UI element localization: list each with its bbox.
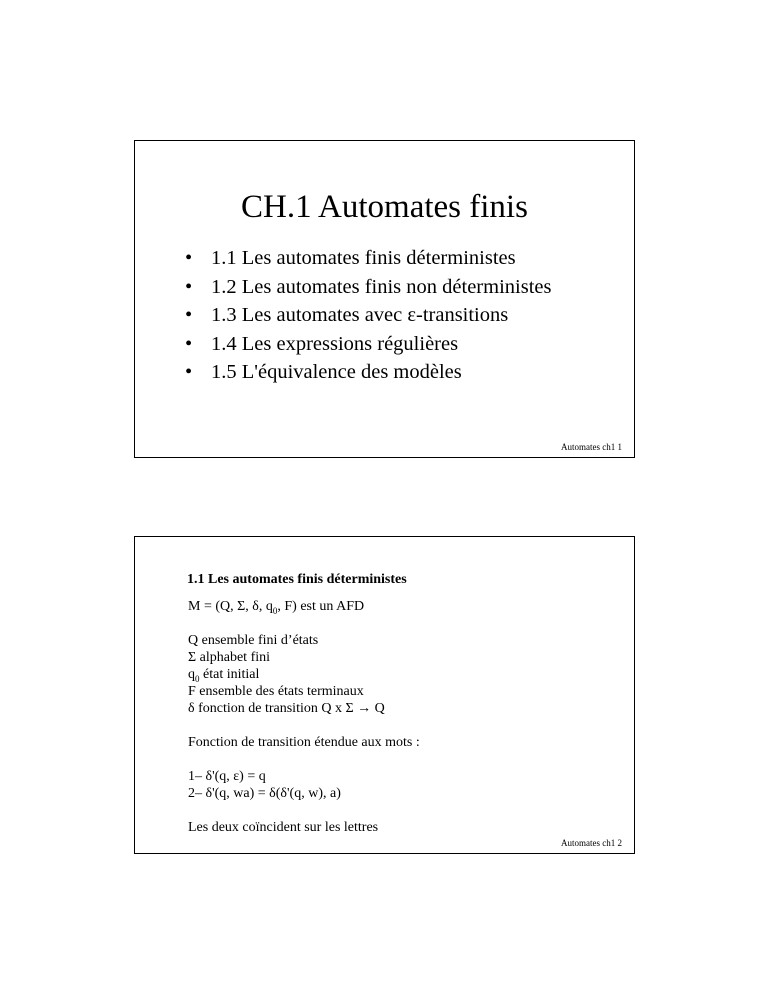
final-states-definition: F ensemble des états terminaux bbox=[188, 684, 364, 699]
bullet-icon: • bbox=[185, 332, 193, 355]
outline-item: • 1.3 Les automates avec ε-transitions bbox=[185, 301, 551, 330]
bullet-icon: • bbox=[185, 275, 193, 298]
slide-2 bbox=[134, 536, 635, 854]
outline-item: • 1.5 L'équivalence des modèles bbox=[185, 358, 551, 387]
initial-state-definition: $q_0$ état initial bbox=[188, 667, 260, 684]
bullet-icon: • bbox=[185, 361, 193, 383]
outline-item: • 1.4 Les expressions régulières bbox=[185, 330, 551, 359]
rule-1: 1– δ'(q, ε) = q bbox=[188, 769, 266, 784]
extended-transition-intro: Fonction de transition étendue aux mots : bbox=[188, 735, 420, 750]
slide-1-footer: Automates ch1 1 bbox=[561, 442, 622, 452]
slide-1-title: CH.1 Automates finis bbox=[241, 189, 528, 225]
slide-2-body bbox=[188, 598, 420, 836]
slide-1-outline bbox=[185, 244, 551, 387]
slide-2-title: 1.1 Les automates finis déterministes bbox=[187, 572, 407, 587]
alphabet-definition: Σ alphabet fini bbox=[188, 650, 271, 665]
bullet-icon: • bbox=[185, 247, 193, 269]
outline-item: • 1.1 Les automates finis déterministes bbox=[185, 244, 551, 273]
conclusion: Les deux coïncident sur les lettres bbox=[188, 820, 379, 835]
slide-1 bbox=[134, 140, 635, 458]
rule-2: 2– δ'(q, wa) = δ(δ'(q, w), a) bbox=[188, 786, 341, 801]
slide-2-footer: Automates ch1 2 bbox=[561, 838, 622, 848]
transition-definition: δ fonction de transition Q x Σ → Q bbox=[188, 701, 385, 716]
afd-definition: M = (Q, Σ, δ, $q_0$, F) est un AFD bbox=[188, 599, 365, 616]
outline-item: • 1.2 Les automates finis non déterministes bbox=[185, 273, 551, 302]
states-definition: Q ensemble fini d’états bbox=[188, 633, 319, 648]
bullet-icon: • bbox=[185, 304, 193, 326]
